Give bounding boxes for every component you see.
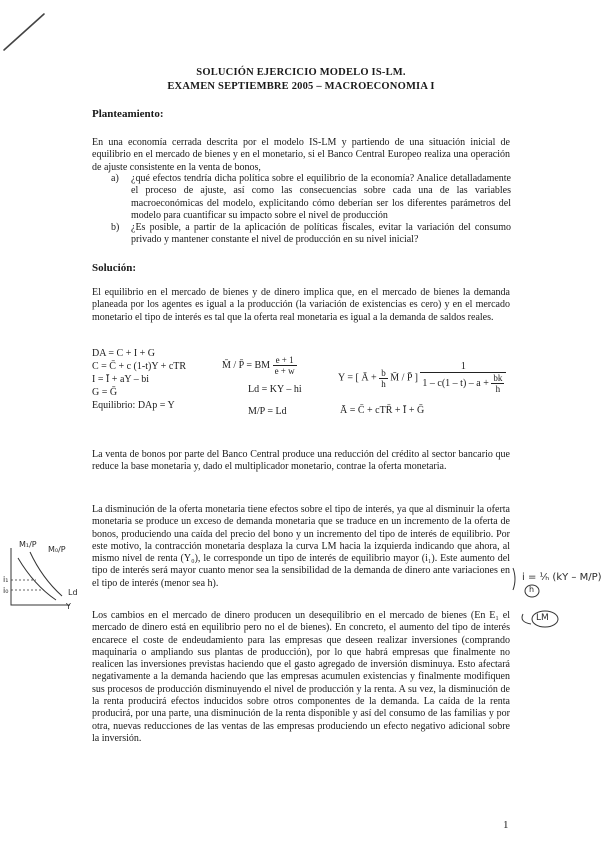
equation-investment: I = Ī + aY – bi: [92, 374, 150, 385]
money-multiplier-num: e + 1: [273, 355, 297, 366]
equation-da: DA = C + I + G: [92, 348, 156, 359]
hand-label-ld: Ld: [68, 588, 78, 597]
equation-consumption: C = C̄ + c (1-t)Y + cTR: [92, 361, 187, 372]
money-multiplier-den: e + w: [274, 366, 295, 376]
question-label-a: a): [111, 173, 119, 184]
hand-formula-lm: i = ¹⁄ₕ (kY – M/P): [522, 572, 602, 583]
planteamiento-intro: En una economía cerrada descrita por el modelo IS-LM y partiendo de una situación inicial de equilibrio en el mercado de bienes y en el monetario, si el Banco Central Europeo realiza una operación de ajuste consistente en la venta de bonos,: [92, 137, 510, 173]
hand-label-i1: i₁: [3, 575, 9, 584]
money-supply-lhs: M̄ / P̄ = BM: [222, 359, 271, 371]
output-bracket-open: [ Ā +: [355, 372, 380, 384]
equation-equilibrium: Equilibrio: DAp = Y: [92, 400, 175, 411]
question-text-a: ¿qué efectos tendría dicha política sobre el equilibrio de la economía? Analice detalladamente el proceso de ajuste, así como las consecuencias sobre cada una de las variables macroeconómicas del modelo, explicitando cómo deberían ser los diferentes parámetros del modelo para cuantificar su impacto sobre el nivel de producción: [131, 173, 511, 221]
document-title-line2: EXAMEN SEPTIEMBRE 2005 – MACROECONOMIA I: [167, 81, 435, 92]
planteamiento-heading: Planteamiento:: [92, 108, 164, 120]
hand-label-m1p: M₁/P: [19, 540, 37, 549]
equation-autonomous-spending: Ā = C̄ + cTR̄ + Ī + Ḡ: [340, 405, 425, 416]
output-real-money: M̄ / P̄ ]: [390, 372, 418, 384]
b-over-h-num: b: [381, 367, 386, 378]
equation-lm: M/P = Ld: [248, 406, 287, 417]
question-label-b: b): [111, 222, 120, 233]
equation-money-demand: Ld = KY – hi: [248, 384, 302, 395]
bk-over-h-num: bk: [493, 373, 503, 383]
multiplier-num: 1: [420, 362, 506, 373]
solucion-paragraph-2: La venta de bonos por parte del Banco Central produce una reducción del crédito al sector bancario que reduce la base monetaria y, dado el multiplicador monetario, contrae la oferta monetaria.: [92, 449, 510, 473]
hand-circle-h: h: [529, 585, 535, 594]
question-text-b: ¿Es posible, a partir de la aplicación de políticas fiscales, evitar la variación del consumo privado y mantener constante el nivel de producción en su nivel inicial?: [131, 222, 511, 246]
hand-label-y: Y: [66, 602, 71, 611]
solucion-paragraph-3: La disminución de la oferta monetaria tiene efectos sobre el tipo de interés, ya que al disminuir la oferta monetaria se produce un exceso de demanda monetaria que se traduce en un incremento de la oferta de bonos, produciendo una caída del precio del bono y un incremento del tipo de interés de equilibrio. Por este motivo, la contracción monetaria desplaza la curva LM hacia la izquierda indicando que ahora, al mismo nivel de renta (Y₀), le corresponde un tipo de interés de equilibrio mayor (i₁). Este aumento del tipo de interés será mayor cuanto menor sea la sensibilidad de la demanda de dinero ante variaciones en el tipo de interés (menor sea h).: [92, 504, 510, 589]
page-number: 1: [503, 819, 509, 831]
bk-over-h-den: h: [495, 384, 501, 394]
solucion-paragraph-1: El equilibrio en el mercado de bienes y de dinero implica que, en el mercado de bienes la demanda planeada por los agentes es igual a la producción (la variación de existencias es cero) y en el mercado monetario el tipo de interés es tal que la oferta real monetaria es igual a la demanda de saldos reales.: [92, 287, 510, 323]
solucion-heading: Solución:: [92, 262, 137, 274]
hand-label-m0p: M₀/P: [48, 545, 66, 554]
multiplier-den-text: 1 – c(1 – t) – a +: [422, 377, 492, 389]
hand-note-lm: LM: [536, 613, 549, 623]
equation-government: G = Ḡ: [92, 387, 118, 398]
b-over-h-den: h: [381, 378, 386, 389]
output-lhs: Y =: [338, 372, 353, 384]
document-title-line1: SOLUCIÓN EJERCICIO MODELO IS-LM.: [196, 67, 406, 78]
hand-label-i0: i₀: [3, 586, 9, 595]
solucion-paragraph-4: Los cambios en el mercado de dinero producen un desequilibrio en el mercado de bienes (En E₁ el mercado de dinero está en equilibrio pero no el de bienes). En concreto, el aumento del tipo de interés encarece el coste de endeudamiento para las empresas que deseen realizar inversiones (comprando maquinaria o ampliando sus plantas de producción), por lo que habrá empresas que finalmente no realicen las inversiones previstas haciendo que el gasto agregado de inversión disminuya. Esto afectará negativamente a la demanda haciendo que las empresas acumulen existencias y finalmente modifiquen sus procesos de producción disminuyendo el nivel de producción y la renta. A su vez, la disminución de la renta producirá efectos inducidos sobre otros componentes de la demanda. La caída de la renta producirá, por una parte, una disminución de la renta disponible y así del consumo de las familias y por otra, nuevas reducciones de las ventas de las empresas produciendo un efecto negativo adicional sobre la inversión.: [92, 610, 510, 744]
